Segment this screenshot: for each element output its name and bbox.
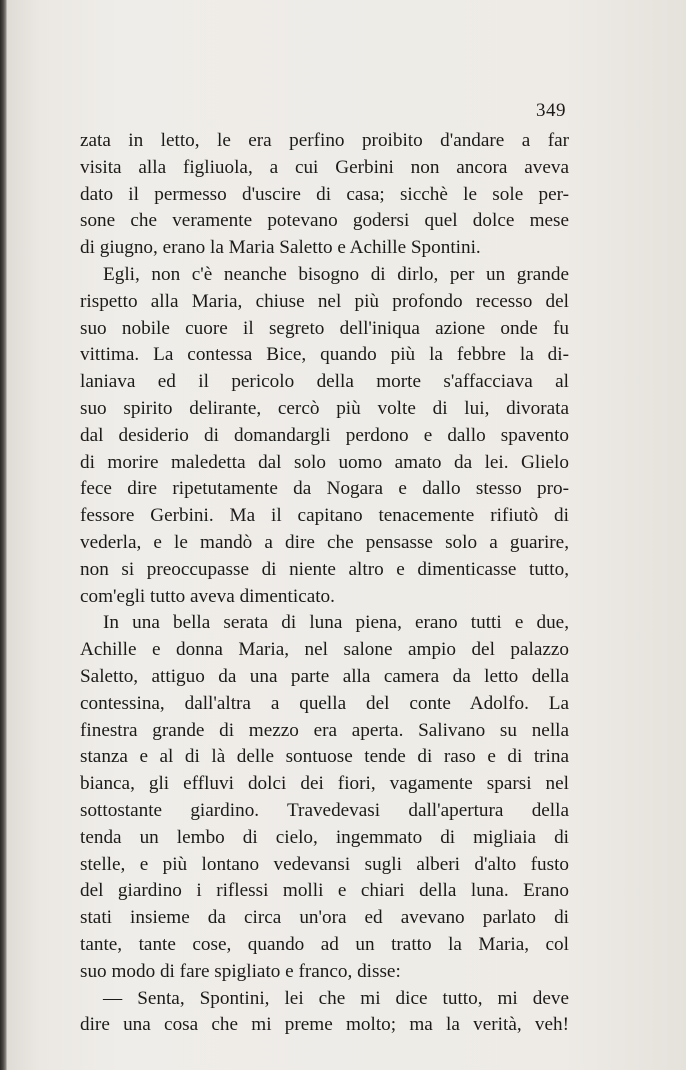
text-line: suo nobile cuore il segreto dell'iniqua azione onde fu [80, 317, 569, 339]
text-line: stelle, e più lontano vedevansi sugli alberi d'alto fusto [80, 853, 569, 875]
text-line: Achille e donna Maria, nel salone ampio del palazzo [80, 639, 569, 661]
text-line: vittima. La contessa Bice, quando più la febbre la di- [80, 344, 569, 366]
text-line: di morire maledetta dal solo uomo amato da lei. Glielo [80, 451, 569, 473]
text-line: com'egli tutto aveva dimenticato. [80, 585, 335, 607]
text-line: Saletto, attiguo da una parte alla camera da letto della [80, 665, 569, 687]
text-line: di giugno, erano la Maria Saletto e Achille Spontini. [80, 237, 481, 259]
text-line: vederla, e le mandò a dire che pensasse solo a guarire, [80, 531, 569, 553]
text-line: fece dire ripetutamente da Nogara e dallo stesso pro- [80, 478, 569, 500]
text-line: del giardino i riflessi molli e chiari della luna. Erano [80, 880, 569, 902]
text-line: rispetto alla Maria, chiuse nel più profondo recesso del [80, 290, 569, 312]
text-line: contessina, dall'altra a quella del conte Adolfo. La [80, 692, 569, 714]
text-line: stanza e al di là delle sontuose tende di raso e di trina [80, 746, 569, 768]
text-line: dato il permesso d'uscire di casa; sicchè le sole per- [80, 183, 569, 205]
text-line: dal desiderio di domandargli perdono e dallo spavento [80, 424, 569, 446]
text-line: — Senta, Spontini, lei che mi dice tutto, mi deve [103, 987, 569, 1009]
text-line: bianca, gli effluvi dolci dei fiori, vagamente sparsi nel [80, 773, 569, 795]
text-line: sottostante giardino. Travedevasi dall'apertura della [80, 799, 569, 821]
text-line: suo spirito delirante, cercò più volte di lui, divorata [80, 397, 569, 419]
page-number: 349 [536, 100, 566, 121]
text-line: non si preoccupasse di niente altro e dimenticasse tutto, [80, 558, 569, 580]
text-line: tenda un lembo di cielo, ingemmato di migliaia di [80, 826, 569, 848]
text-line: suo modo di fare spigliato e franco, disse: [80, 960, 401, 982]
text-line: In una bella serata di luna piena, erano tutti e due, [103, 612, 569, 634]
text-line: stati insieme da circa un'ora ed avevano parlato di [80, 907, 569, 929]
text-line: dire una cosa che mi preme molto; ma la verità, veh! [80, 1014, 569, 1036]
text-line: Egli, non c'è neanche bisogno di dirlo, per un grande [103, 263, 569, 285]
text-line: visita alla figliuola, a cui Gerbini non ancora aveva [80, 156, 569, 178]
text-line: fessore Gerbini. Ma il capitano tenacemente rifiutò di [80, 505, 569, 527]
text-line: laniava ed il pericolo della morte s'affacciava al [80, 371, 569, 393]
binding-edge [0, 0, 7, 1070]
body-text [80, 128, 569, 1039]
text-line: tante, tante cose, quando ad un tratto la Maria, col [80, 933, 569, 955]
text-line: zata in letto, le era perfino proibito d'andare a far [80, 130, 569, 151]
text-line: sone che veramente potevano godersi quel dolce mese [80, 210, 569, 232]
text-line: finestra grande di mezzo era aperta. Salivano su nella [80, 719, 569, 741]
